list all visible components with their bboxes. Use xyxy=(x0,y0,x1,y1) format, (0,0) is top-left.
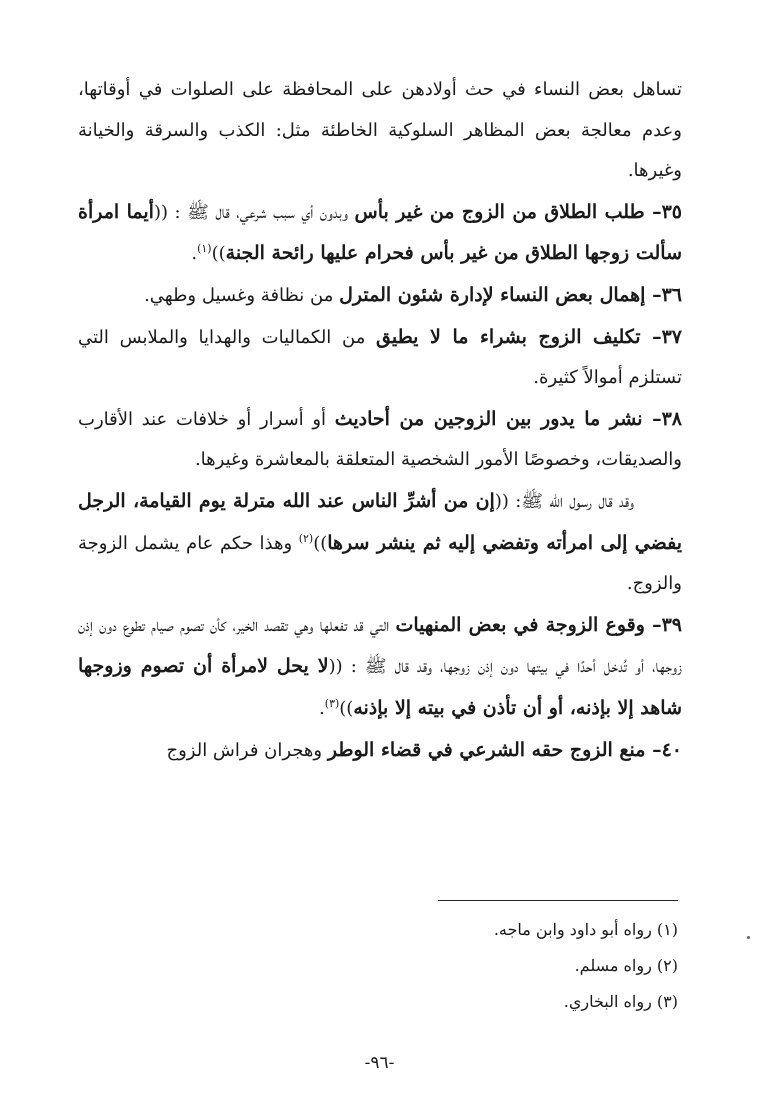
quote-close: )) xyxy=(211,243,226,265)
paragraph-40 xyxy=(78,730,682,772)
hadith-39: لا يحل لامرأة أن تصوم وزوجها شاهد إلا بإذنه، أو أن تأذن في بيته إلا بإذنه xyxy=(78,655,682,719)
paragraph-39 xyxy=(78,605,682,730)
quote-close: )) xyxy=(313,532,328,554)
footnote-ref-1: (١) xyxy=(197,242,212,256)
item-37-text: من الكماليات والهدايا والملابس التي تستلزم أموالاً كثيرة. xyxy=(78,326,682,389)
item-36-heading: ٣٦– إهمال بعض النساء لإدارة شئون المترل xyxy=(339,283,682,306)
item-39-text: التي قد تفعلها وهي تقصد الخير، كأن تصوم صيام تطوع دون إذن زوجها، أو تُدخل أحدًا في بيتها دون إذن زوجها، وقد قال ﷺ : (( xyxy=(78,614,682,678)
paragraph-35 xyxy=(78,192,682,275)
page-body xyxy=(78,70,682,771)
item-39-end: . xyxy=(319,697,325,719)
footnote-ref-2: (٢) xyxy=(298,531,314,545)
hadith-38-comment: وهذا حكم عام يشمل الزوجة والزوج. xyxy=(78,532,682,595)
item-39-heading: ٣٩– وقوع الزوجة في بعض المنهيات xyxy=(395,613,683,636)
hadith-38-intro: وقد قال رسول الله ﷺ: (( xyxy=(494,490,634,512)
footnote-ref-3: (٣) xyxy=(324,696,340,710)
paragraph-36 xyxy=(78,275,682,317)
item-37-heading: ٣٧– تكليف الزوج بشراء ما لا يطيق xyxy=(376,325,683,348)
footnote-2: (٢) رواه مسلم. xyxy=(574,956,678,975)
paragraph-38 xyxy=(78,399,682,481)
item-35-end: . xyxy=(191,243,198,265)
footnote-1: (١) رواه أبو داود وابن ماجه. xyxy=(493,920,678,939)
paragraph-38-hadith xyxy=(78,481,682,605)
footnotes xyxy=(300,912,678,1020)
item-35-heading: ٣٥– طلب الطلاق من الزوج من غير بأس xyxy=(354,200,682,223)
paragraph-intro: تساهل بعض النساء في حث أولادهن على المحافظة على الصلوات في أوقاتها، وعدم معالجة بعض المظاهر السلوكية الخاطئة مثل: الكذب والسرقة والخيانة وغيرها. xyxy=(78,79,682,182)
page-number: -٩٦- xyxy=(364,1053,395,1073)
footnote-divider xyxy=(438,900,678,901)
item-38-text: أو أسرار أو خلافات عند الأقارب والصديقات، وخصوصًا الأمور الشخصية المتعلقة بالمعاشرة وغيرها. xyxy=(78,408,682,471)
footnote-3: (٣) رواه البخاري. xyxy=(563,992,678,1011)
item-40-heading: ٤٠– منع الزوج حقه الشرعي في قضاء الوطر xyxy=(327,738,682,761)
scan-speck xyxy=(747,936,750,939)
paragraph-37 xyxy=(78,317,682,399)
item-40-text: وهجران فراش الزوج xyxy=(166,739,328,761)
item-36-text: من نظافة وغسيل وطهي. xyxy=(144,284,340,306)
item-35-text: وبدون أي سبب شرعي، قال ﷺ : (( xyxy=(153,201,355,223)
hadith-38: إن من أشرِّ الناس عند الله مترلة يوم القيامة، الرجل يفضي إلى امرأته وتفضي إليه ثم ينشر سرها xyxy=(78,489,682,554)
quote-close: )) xyxy=(339,697,354,719)
hadith-35: أيما امرأة سألت زوجها الطلاق من غير بأس فحرام عليها رائحة الجنة xyxy=(78,200,682,265)
item-38-heading: ٣٨– نشر ما يدور بين الزوجين من أحاديث xyxy=(334,407,682,430)
